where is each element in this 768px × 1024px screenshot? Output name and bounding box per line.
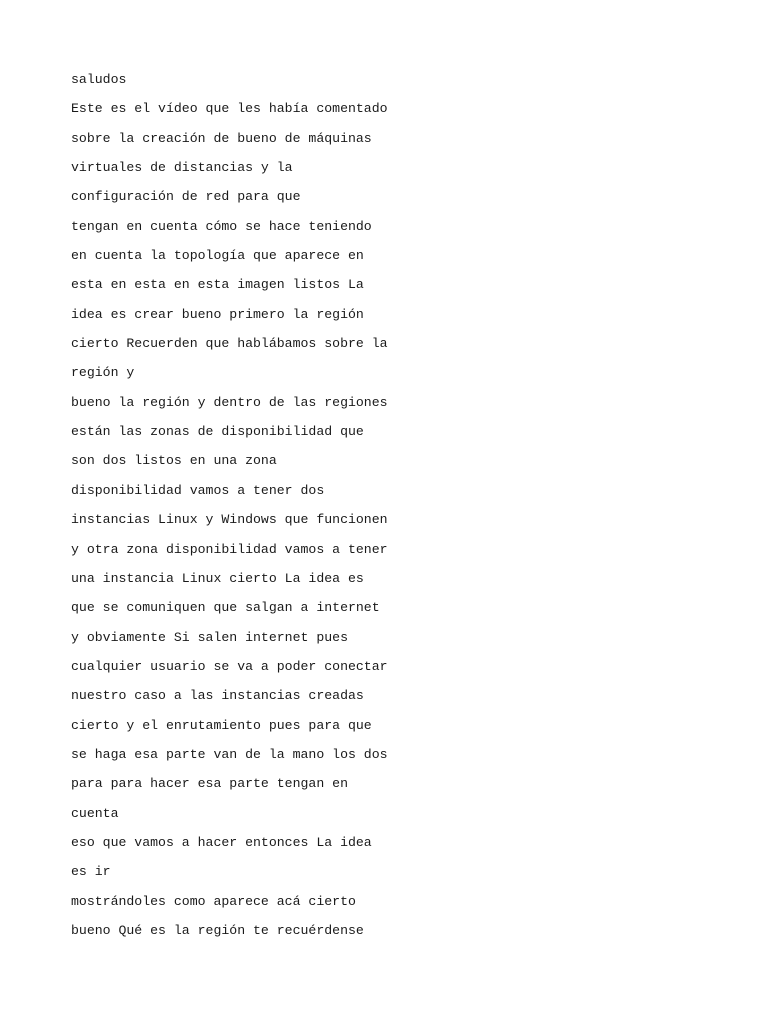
text-line: son dos listos en una zona [71, 453, 277, 469]
text-line: y obviamente Si salen internet pues [71, 629, 348, 645]
text-line: disponibilidad vamos a tener dos [71, 482, 325, 498]
text-line: que se comuniquen que salgan a internet [71, 600, 380, 616]
text-line: instancias Linux y Windows que funcionen [71, 512, 388, 528]
text-line: cuenta [71, 805, 119, 821]
text-line: región y [71, 365, 135, 381]
text-line: para para hacer esa parte tengan en [71, 776, 348, 792]
text-line: mostrándoles como aparece acá cierto [71, 893, 356, 909]
text-line: saludos [71, 72, 127, 87]
text-line: cierto y el enrutamiento pues para que [71, 717, 372, 733]
text-line: bueno la región y dentro de las regiones [71, 394, 388, 410]
text-line: están las zonas de disponibilidad que [71, 424, 364, 440]
text-line: se haga esa parte van de la mano los dos [71, 746, 388, 762]
text-line: es ir [71, 864, 111, 880]
text-line: virtuales de distancias y la [71, 160, 293, 176]
text-line: eso que vamos a hacer entonces La idea [71, 834, 372, 850]
text-line: cualquier usuario se va a poder conectar [71, 658, 388, 674]
text-line: Este es el vídeo que les había comentado [71, 101, 388, 117]
text-line: bueno Qué es la región te recuérdense [71, 922, 364, 938]
text-line: en cuenta la topología que aparece en [71, 248, 364, 264]
text-line: tengan en cuenta cómo se hace teniendo [71, 218, 372, 234]
text-line: sobre la creación de bueno de máquinas [71, 130, 372, 146]
text-line: configuración de red para que [71, 189, 301, 205]
transcript-text [71, 65, 691, 945]
text-line: nuestro caso a las instancias creadas [71, 688, 364, 704]
text-line: esta en esta en esta imagen listos La [71, 277, 364, 293]
text-line: y otra zona disponibilidad vamos a tener [71, 541, 388, 557]
text-line: idea es crear bueno primero la región [71, 306, 364, 322]
text-line: una instancia Linux cierto La idea es [71, 570, 364, 586]
text-line: cierto Recuerden que hablábamos sobre la [71, 336, 388, 352]
